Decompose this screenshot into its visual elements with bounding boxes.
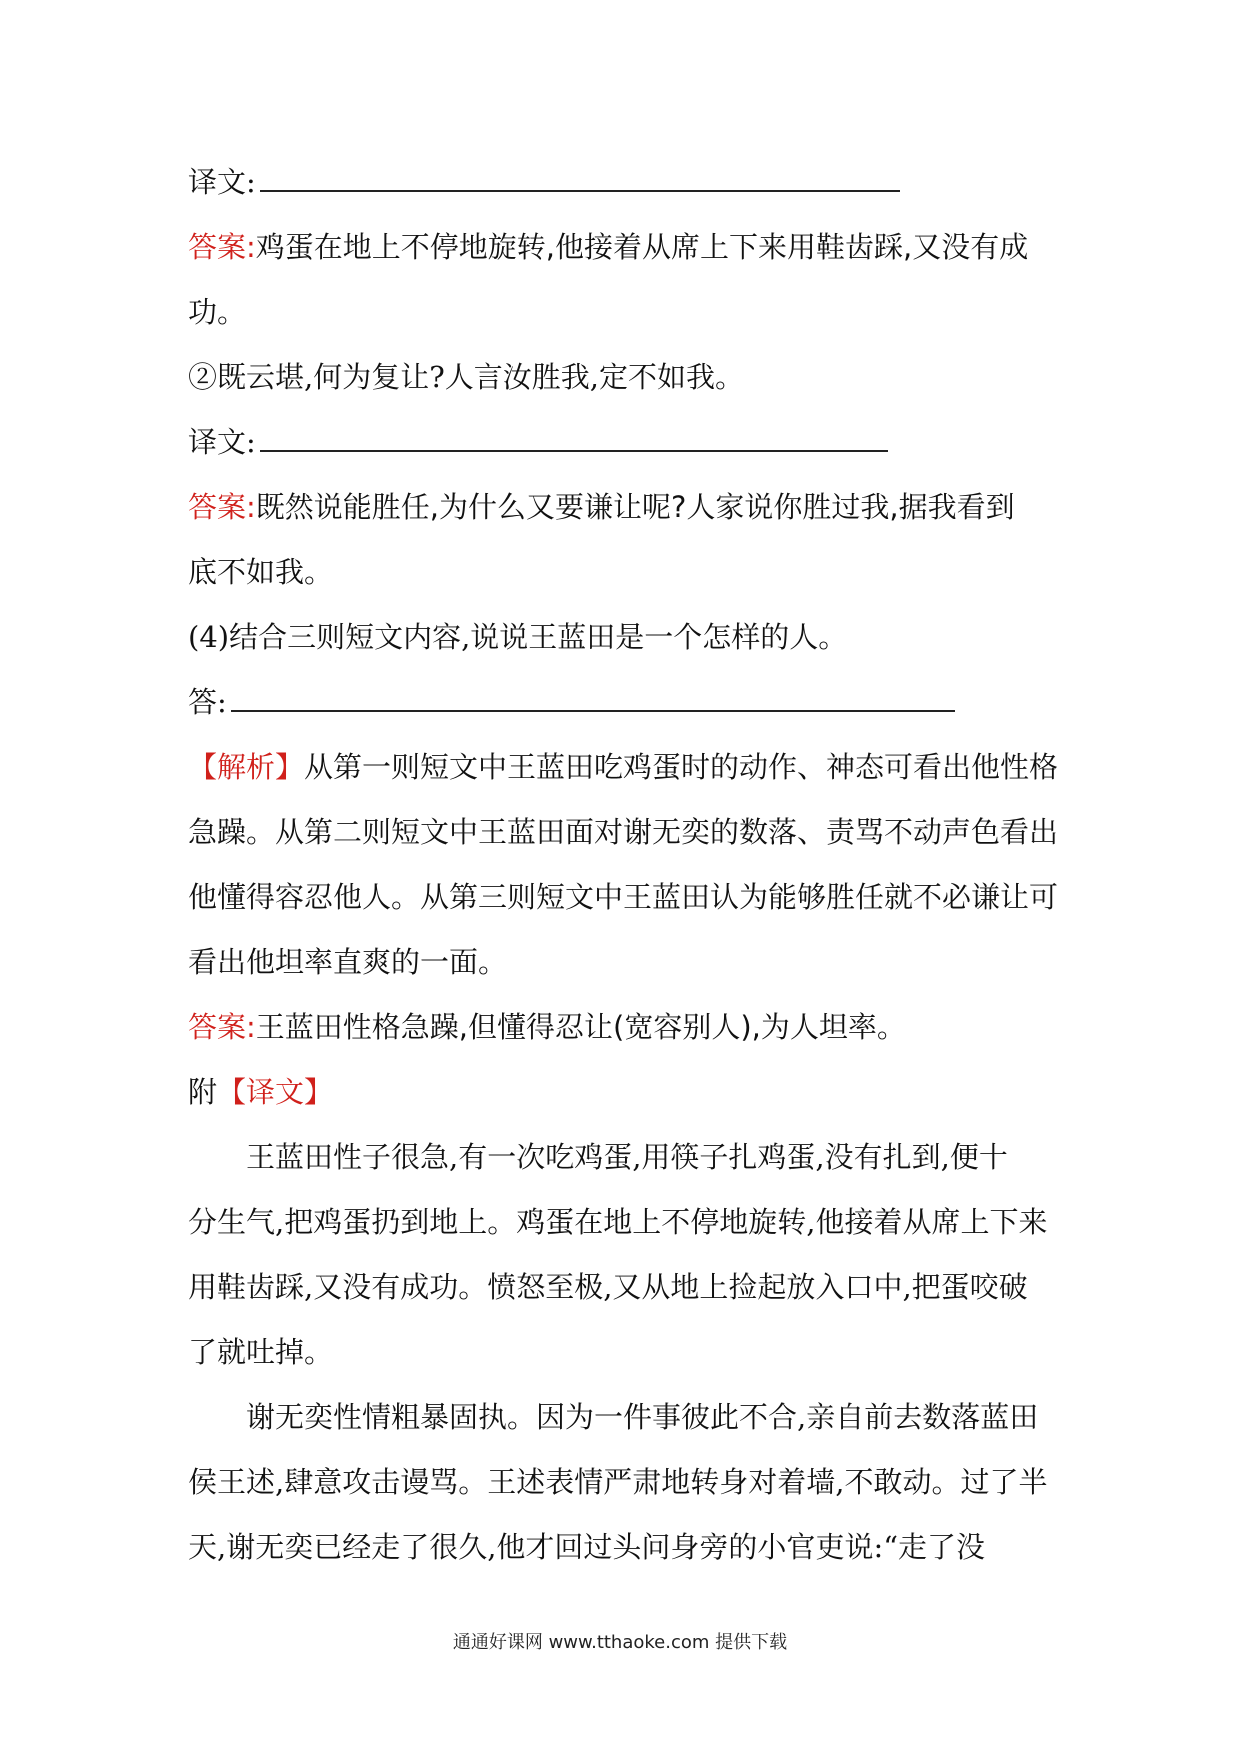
answer-prompt	[188, 670, 1058, 735]
answer-tag: 答案:	[188, 1010, 256, 1044]
translation-paragraph-line	[188, 1190, 1058, 1255]
analysis-line	[188, 800, 1058, 865]
page-content	[188, 150, 1058, 1580]
appendix-heading	[188, 1060, 1058, 1125]
analysis-line	[188, 865, 1058, 930]
answer-blank[interactable]	[260, 428, 888, 452]
answer-text: 功。	[188, 295, 247, 329]
analysis-line	[188, 735, 1058, 800]
translation-label: 译文:	[188, 425, 256, 459]
analysis-tag: 【解析】	[188, 750, 305, 784]
analysis-text: 从第一则短文中王蓝田吃鸡蛋时的动作、神态可看出他性格	[304, 750, 1059, 784]
answer-line	[188, 280, 1058, 345]
translation-label: 译文:	[188, 165, 256, 199]
appendix-prefix: 附	[188, 1075, 218, 1109]
translation-prompt-1	[188, 150, 1058, 215]
paragraph-text: 王蓝田性子很急,有一次吃鸡蛋,用筷子扎鸡蛋,没有扎到,便十	[246, 1140, 1008, 1174]
answer-text: 既然说能胜任,为什么又要谦让呢?人家说你胜过我,据我看到	[255, 490, 1015, 524]
source-sentence	[188, 345, 1058, 410]
paragraph-text: 谢无奕性情粗暴固执。因为一件事彼此不合,亲自前去数落蓝田	[246, 1400, 1039, 1434]
answer-label: 答:	[188, 685, 227, 719]
analysis-text: 看出他坦率直爽的一面。	[188, 945, 508, 979]
translation-paragraph-line	[188, 1450, 1058, 1515]
answer-text: 鸡蛋在地上不停地旋转,他接着从席上下来用鞋齿踩,又没有成	[255, 230, 1029, 264]
source-sentence-text: ②既云堪,何为复让?人言汝胜我,定不如我。	[188, 360, 744, 394]
translation-paragraph-line	[188, 1515, 1058, 1580]
page-footer	[0, 1628, 1240, 1654]
paragraph-text: 用鞋齿踩,又没有成功。愤怒至极,又从地上捡起放入口中,把蛋咬破	[188, 1270, 1028, 1304]
paragraph-text: 分生气,把鸡蛋扔到地上。鸡蛋在地上不停地旋转,他接着从席上下来	[188, 1205, 1048, 1239]
answer-line	[188, 995, 1058, 1060]
translation-prompt-2	[188, 410, 1058, 475]
translation-paragraph-line	[188, 1125, 1058, 1190]
translation-paragraph-line	[188, 1255, 1058, 1320]
analysis-text: 急躁。从第二则短文中王蓝田面对谢无奕的数落、责骂不动声色看出	[188, 815, 1059, 849]
answer-blank[interactable]	[260, 168, 900, 192]
answer-text: 底不如我。	[188, 555, 334, 589]
answer-line	[188, 540, 1058, 605]
analysis-line	[188, 930, 1058, 995]
answer-blank[interactable]	[231, 688, 955, 712]
appendix-tag: 【译文】	[217, 1075, 334, 1109]
answer-tag: 答案:	[188, 490, 256, 524]
paragraph-text: 了就吐掉。	[188, 1335, 334, 1369]
paragraph-text: 天,谢无奕已经走了很久,他才回过头问身旁的小官吏说:“走了没	[188, 1530, 986, 1564]
paragraph-text: 侯王述,肆意攻击谩骂。王述表情严肃地转身对着墙,不敢动。过了半	[188, 1465, 1048, 1499]
translation-paragraph-line	[188, 1385, 1058, 1450]
translation-paragraph-line	[188, 1320, 1058, 1385]
analysis-text: 他懂得容忍他人。从第三则短文中王蓝田认为能够胜任就不必谦让可	[188, 880, 1059, 914]
question-4	[188, 605, 1058, 670]
question-text: (4)结合三则短文内容,说说王蓝田是一个怎样的人。	[188, 620, 848, 654]
footer-text: 通通好课网 www.tthaoke.com 提供下载	[452, 1632, 788, 1653]
answer-tag: 答案:	[188, 230, 256, 264]
answer-line	[188, 215, 1058, 280]
answer-line	[188, 475, 1058, 540]
answer-text: 王蓝田性格急躁,但懂得忍让(宽容别人),为人坦率。	[255, 1010, 906, 1044]
